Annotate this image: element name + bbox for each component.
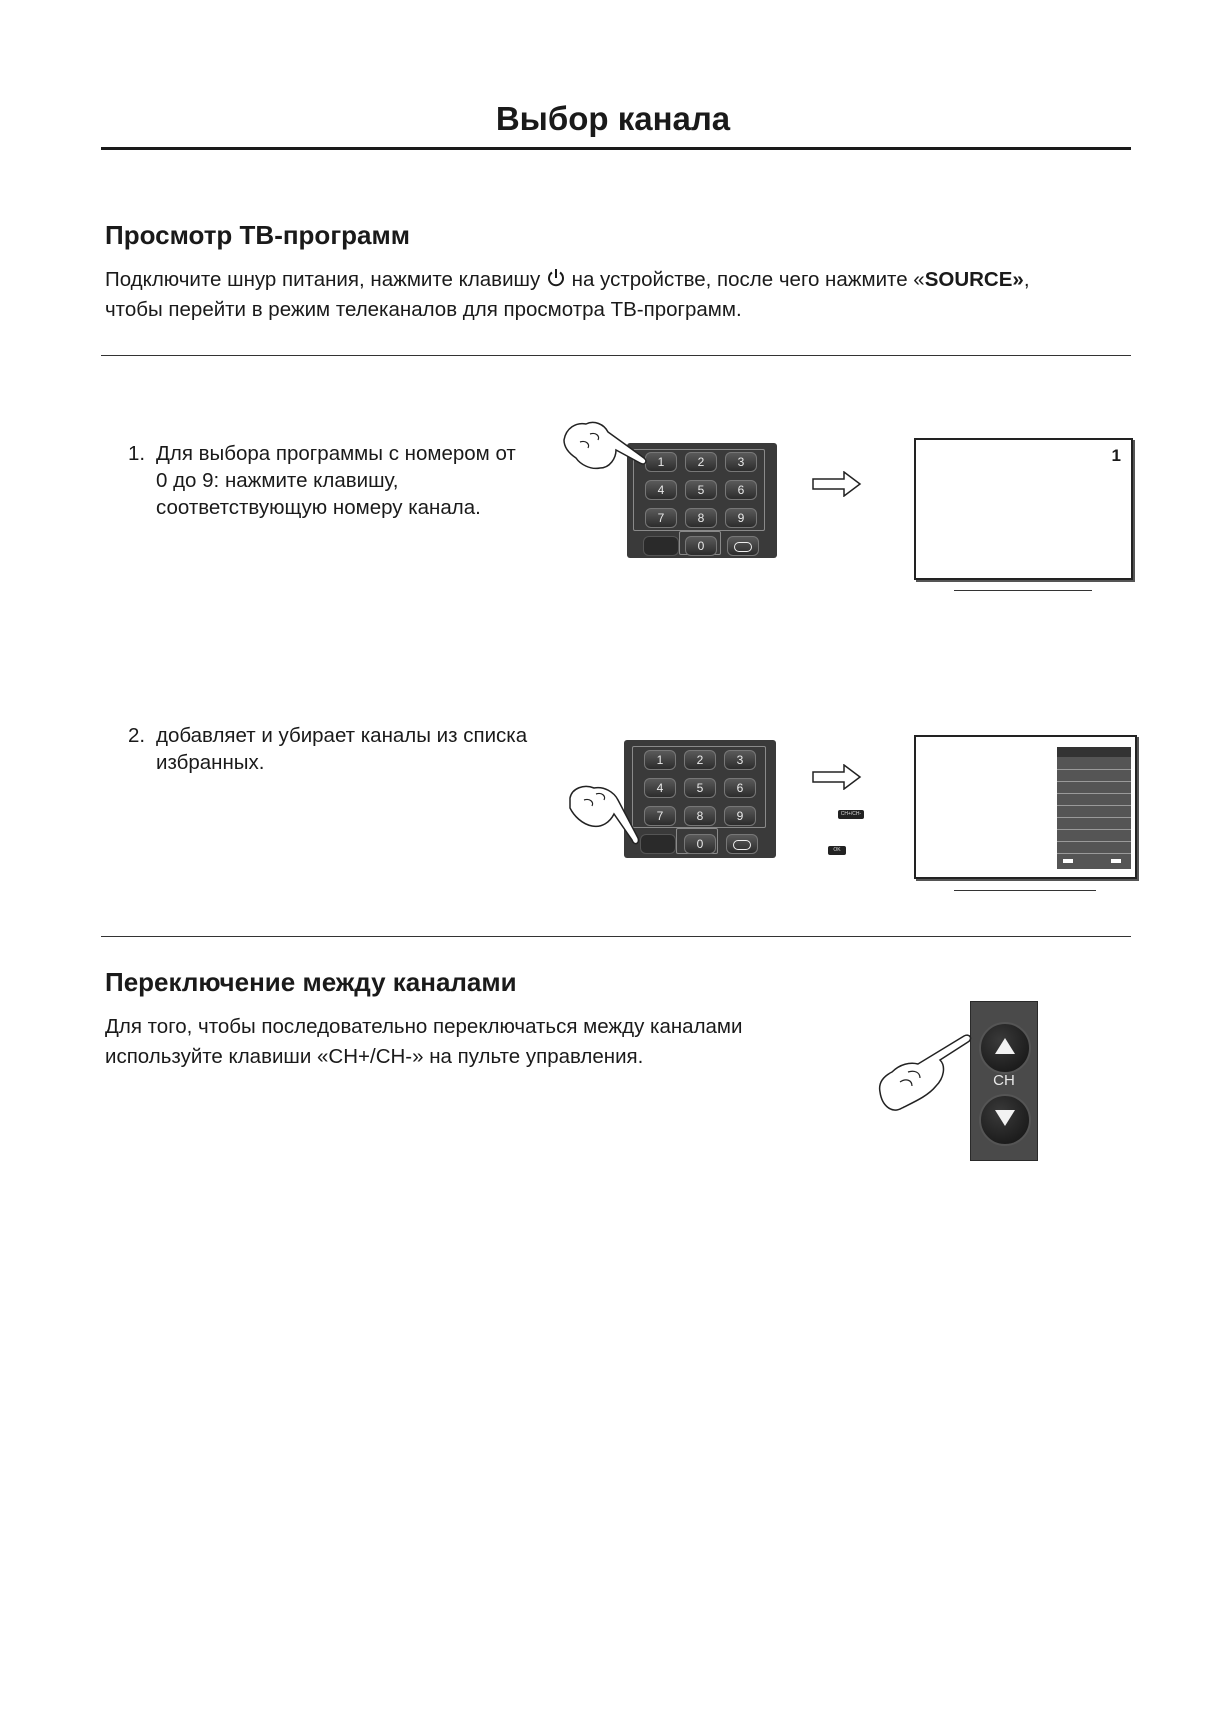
hand-icon [874,1030,974,1116]
key-9[interactable]: 9 [724,806,756,826]
key-favorite[interactable] [643,536,679,556]
key-2[interactable]: 2 [685,452,717,472]
page-title: Выбор канала [495,100,731,137]
favorites-list-header [1057,747,1131,757]
favorites-footer-button [1111,859,1121,863]
title-underline [101,147,1131,150]
mini-ch-plus-minus-key: CH+/CH- [838,810,864,819]
step-line: избранных. [156,751,265,774]
key-return[interactable] [726,834,758,854]
favorites-list-row [1057,853,1131,854]
favorites-list-row [1057,805,1131,806]
tv-stand [954,590,1092,591]
step-number: 2. [128,724,146,747]
key-9[interactable]: 9 [725,508,757,528]
mini-ok-key: OK [828,846,846,855]
key-6[interactable]: 6 [725,480,757,500]
return-icon [734,542,752,552]
source-key-label: SOURCE» [924,268,1024,291]
hand-icon [566,780,656,850]
key-1[interactable]: 1 [644,750,676,770]
para-text: Для того, чтобы последовательно переключаться между каналами [105,1015,743,1038]
key-0[interactable]: 0 [684,834,716,854]
key-5[interactable]: 5 [685,480,717,500]
ch-down-button[interactable] [979,1094,1031,1146]
para-text: используйте клавиши «CH+/CH-» на пульте управления. [105,1045,644,1068]
tv-screen-favorites [914,735,1137,879]
step-line: 0 до 9: нажмите клавишу, [156,469,399,492]
favorites-footer-button [1063,859,1073,863]
favorites-list-row [1057,841,1131,842]
return-icon [733,840,751,850]
tv-stand [954,890,1096,891]
ch-remote-panel [970,1001,1038,1161]
key-4[interactable]: 4 [644,778,676,798]
power-icon [546,268,566,288]
channel-number-display: 1 [1111,446,1121,465]
section-divider [101,936,1131,937]
step-number: 1. [128,442,146,465]
favorites-list-panel [1057,747,1131,869]
para-text: , [1023,268,1030,291]
key-7[interactable]: 7 [645,508,677,528]
section-heading-watch-tv: Просмотр ТВ-программ [105,220,410,250]
tv-screen [914,438,1133,580]
key-5[interactable]: 5 [684,778,716,798]
favorites-list-row [1057,781,1131,782]
key-7[interactable]: 7 [644,806,676,826]
step-line: добавляет и убирает каналы из списка [156,724,528,747]
hand-icon [560,418,650,478]
favorites-list-row [1057,793,1131,794]
key-8[interactable]: 8 [684,806,716,826]
key-8[interactable]: 8 [685,508,717,528]
step-1 [128,440,578,521]
key-return[interactable] [727,536,759,556]
favorites-list-row [1057,817,1131,818]
section-divider [101,355,1131,356]
key-3[interactable]: 3 [725,452,757,472]
step-line: Для выбора программы с номером от [156,442,516,465]
step-2 [128,722,578,776]
ch-up-button[interactable] [979,1022,1031,1074]
favorites-list-row [1057,829,1131,830]
section-paragraph-watch-tv [105,265,1030,325]
key-0[interactable]: 0 [685,536,717,556]
ch-down-icon [993,1108,1017,1128]
ch-label: CH [993,1072,1015,1089]
favorites-list-row [1057,769,1131,770]
step-line: соответствующую номеру канала. [156,496,481,519]
key-2[interactable]: 2 [684,750,716,770]
key-6[interactable]: 6 [724,778,756,798]
para-text: чтобы перейти в режим телеканалов для просмотра ТВ-программ. [105,298,742,321]
para-text: на устройстве, после чего нажмите « [571,268,925,291]
section-heading-switch-channels: Переключение между каналами [105,967,517,997]
arrow-right-icon [812,764,862,790]
key-4[interactable]: 4 [645,480,677,500]
ch-up-icon [993,1036,1017,1056]
key-3[interactable]: 3 [724,750,756,770]
para-text: Подключите шнур питания, нажмите клавишу [105,268,541,291]
section-paragraph-switch-channels [105,1012,742,1072]
arrow-right-icon [812,471,862,497]
key-1[interactable]: 1 [645,452,677,472]
